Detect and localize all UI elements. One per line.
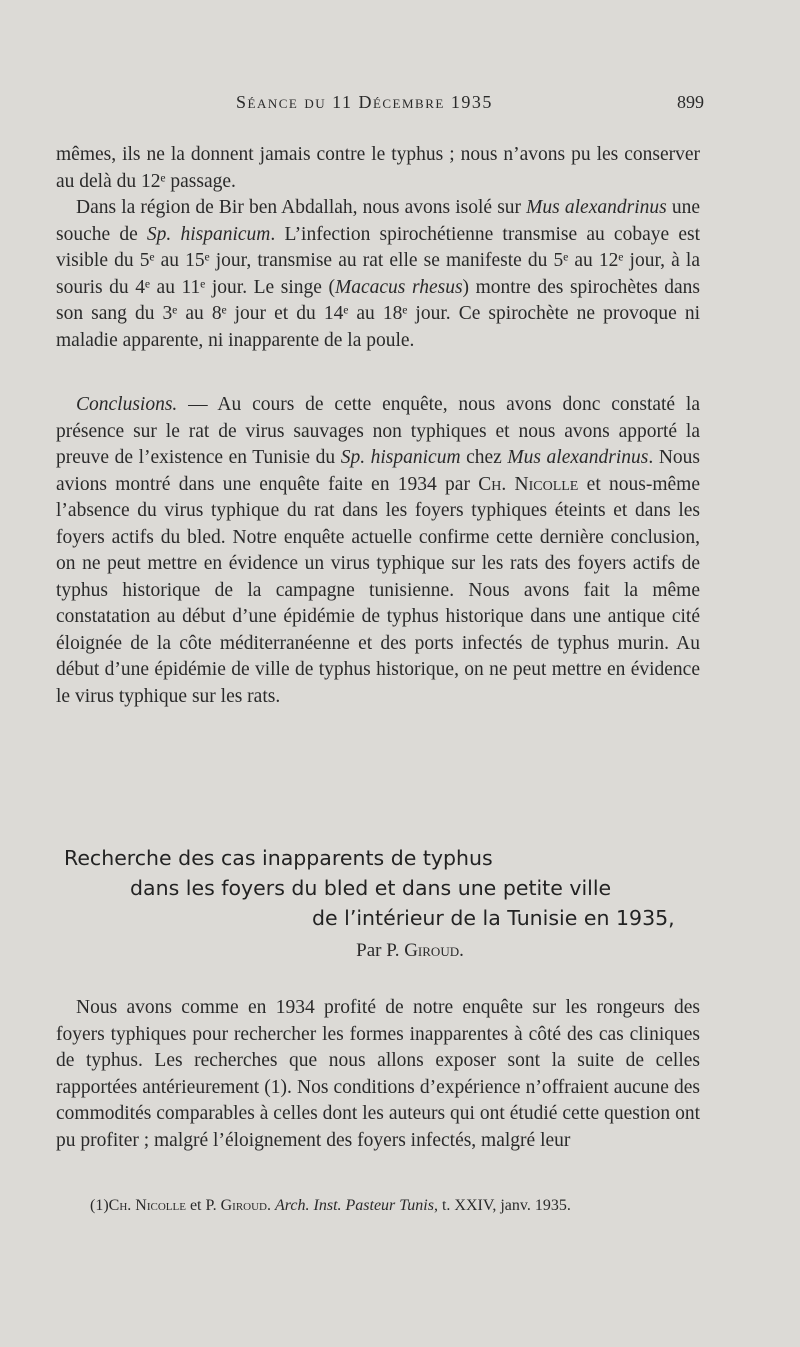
text-run: . L’infection spirochétienne transmise au cobaye est visible du 5ᵉ au 15ᵉ jour, transmise au rat elle se manifeste du 5ᵉ au 12ᵉ jour, à la souris du 4ᵉ au 11ᵉ jour. Le singe ( [56, 223, 700, 298]
species-name: Sp. hispanicum [146, 223, 271, 245]
author-name: Ch. Nicolle [478, 473, 579, 495]
article-title [64, 843, 724, 933]
text-run: — Au cours de cette enquête, nous avons donc constaté la présence sur le rat de virus sauvages non typhiques et nous avons apporté la preuve de l’existence en Tunisie du [56, 394, 700, 468]
footnote [90, 1195, 750, 1217]
paragraph: mêmes, ils ne la donnent jamais contre le typhus ; nous n’avons pu les conserver au delà du 12ᵉ passage. [56, 144, 700, 192]
species-name: Mus alexandrinus [526, 197, 667, 218]
paragraph [56, 195, 700, 354]
byline-prefix: Par P. [356, 940, 405, 961]
running-header [0, 92, 800, 116]
title-line: Recherche des cas inapparents de typhus [64, 846, 493, 870]
text-run: une souche de [56, 197, 701, 245]
text-run: et P. [185, 1197, 221, 1214]
section-label: Conclusions. [76, 394, 178, 415]
paragraph: Nous avons comme en 1934 profité de notre enquête sur les rongeurs des foyers typhiques pour rechercher les formes inapparentes à côté des cas cliniques de typhus. Les recherches que nous allons exposer sont la suite de celles rapportées antérieurement (1). Nos conditions d’expérience n’offraient aucune des commodités comparables à celles dont les auteurs qui ont étudié cette question ont pu profiter ; malgré l’éloignement des foyers infectés, malgré leur [56, 997, 700, 1151]
text-run: ) montre des spirochètes dans son sang du 3ᵉ au 8ᵉ jour et du 14ᵉ au 18ᵉ jour. Ce spirochète ne provoque ni maladie apparente, ni inapparente de la poule. [56, 276, 700, 351]
journal-title: Arch. Inst. Pasteur Tunis [275, 1197, 434, 1214]
text-run: Dans la région de Bir ben Abdallah, nous avons isolé sur [76, 197, 527, 218]
article-body [56, 995, 700, 1154]
species-name: Mus alexandrinus [507, 447, 649, 468]
title-line: de l’intérieur de la Tunisie en 1935, [312, 906, 675, 930]
species-name: Macacus rhesus [335, 276, 463, 298]
title-line: dans les foyers du bled et dans une petite ville [130, 876, 612, 900]
author-name: Ch. Nicolle [108, 1197, 186, 1214]
text-run: et nous-même l’absence du virus typhique du rat dans les foyers typhiques éteints et dans les foyers actifs du bled. Notre enquête actuelle confirme cette dernière conclusion, on ne peut mettre en évidence un virus typhique sur les rats des foyers actifs de typhus historique de la campagne tunisienne. Nous avons fait la même constatation au début d’une épidémie de typhus historique dans une antique cité éloignée de la côte méditerranéenne et des ports infectés de typhus murin. Au début d’une épidémie de ville de typhus historique, on ne peut mettre en évidence le virus typhique sur les rats. [56, 473, 701, 707]
running-title: Séance du 11 Décembre 1935 [236, 92, 493, 112]
conclusions-section [56, 392, 700, 710]
continued-text [56, 142, 700, 354]
footnote-marker: (1) [90, 1197, 109, 1214]
text-run: . [267, 1197, 275, 1214]
author-name: Giroud [220, 1197, 267, 1214]
page-number: 899 [677, 92, 704, 112]
byline-suffix: . [459, 940, 464, 961]
species-name: Sp. hispanicum [340, 447, 461, 468]
byline [0, 940, 800, 962]
paragraph [56, 392, 700, 710]
text-run: chez [460, 447, 508, 468]
text-run: . Nous avions montré dans une enquête faite en 1934 par [56, 447, 701, 495]
text-run: , t. XXIV, janv. 1935. [433, 1197, 571, 1214]
author-name: Giroud [404, 940, 460, 961]
